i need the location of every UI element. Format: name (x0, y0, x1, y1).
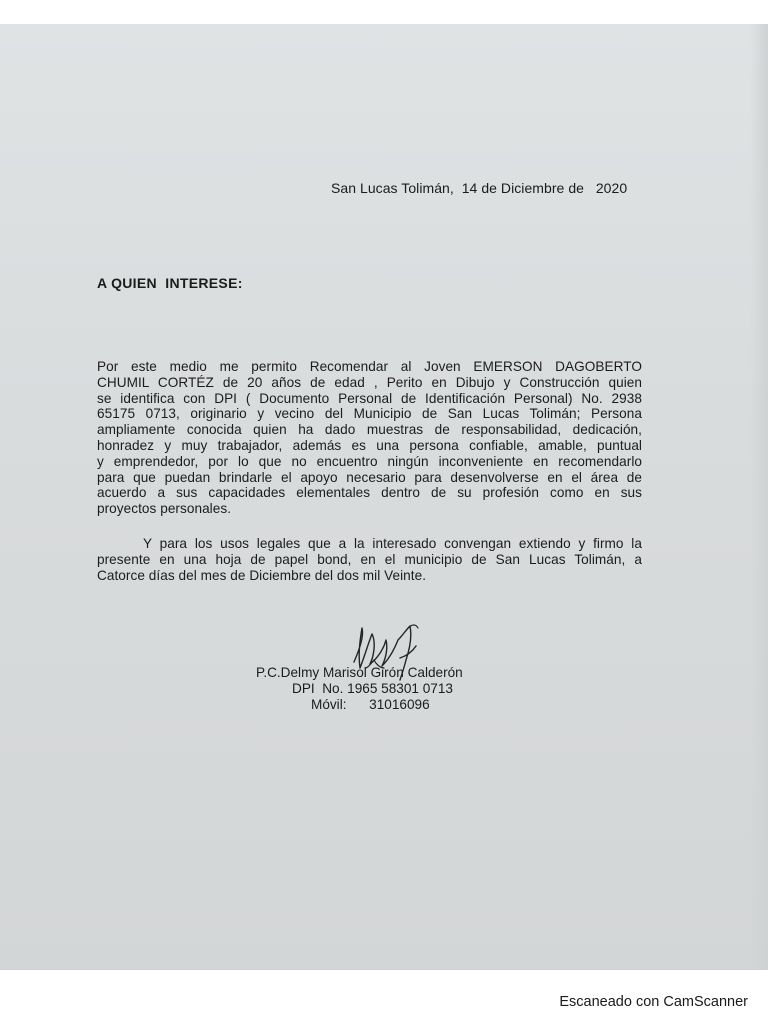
body-line: ampliamente conocida quien ha dado muestras de responsabilidad, dedicación, (97, 422, 642, 438)
body-line: Por este medio me permito Recomendar al Joven EMERSON DAGOBERTO (97, 359, 642, 374)
body-line: acuerdo a sus capacidades elementales dentro de su profesión como en sus (97, 485, 642, 501)
body-line: y emprendedor, por lo que no encuentro ningún inconveniente en recomendarlo (97, 453, 642, 469)
body-line: honradez y muy trabajador, además es una persona confiable, amable, puntual (97, 437, 642, 453)
body-paragraph (97, 359, 642, 517)
body-line: proyectos personales. (97, 501, 232, 517)
signature-block (256, 665, 516, 713)
body-line: CHUMIL CORTÉZ de 20 años de edad , Perito en Dibujo y Construcción quien (97, 374, 642, 390)
place-and-date: San Lucas Tolimán, 14 de Diciembre de 2020 (331, 180, 628, 196)
camscanner-watermark: Escaneado con CamScanner (559, 994, 748, 1010)
signer-mobile: Móvil: 31016096 (311, 697, 430, 712)
body-line: para que puedan brindarle el apoyo necesario para desenvolverse en el área de (97, 469, 642, 485)
body-line: se identifica con DPI ( Documento Personal de Identificación Personal) No. 2938 (97, 390, 642, 406)
body-line: 65175 0713, originario y vecino del Municipio de San Lucas Tolimán; Persona (97, 406, 642, 422)
closing-line: Catorce días del mes de Diciembre del dos mil Veinte. (97, 567, 427, 583)
signer-dpi: DPI No. 1965 58301 0713 (292, 681, 453, 696)
closing-line: Y para los usos legales que a la interesado convengan extiendo y firmo la (143, 536, 642, 551)
scanned-page (0, 24, 768, 970)
greeting-heading: A QUIEN INTERESE: (97, 275, 243, 291)
closing-paragraph (97, 536, 642, 583)
page-edge-shadow (750, 24, 768, 970)
closing-line: presente en una hoja de papel bond, en el municipio de San Lucas Tolimán, a (97, 551, 642, 567)
signer-name: P.C.Delmy Marisol Girón Calderón (256, 665, 463, 680)
